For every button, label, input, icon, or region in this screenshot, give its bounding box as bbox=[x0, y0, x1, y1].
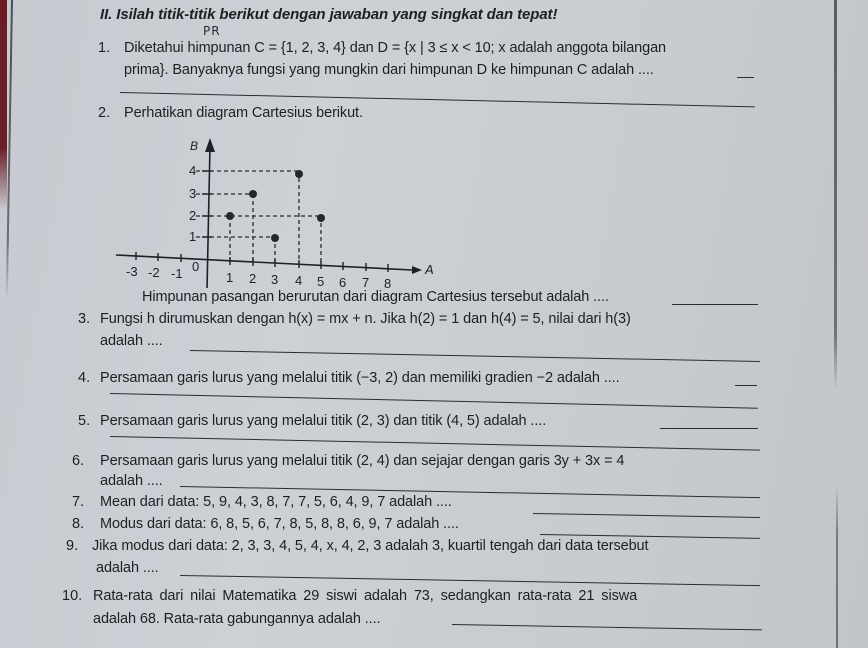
x-axis-label: A bbox=[425, 262, 434, 277]
page-fold-line bbox=[834, 0, 837, 390]
question-number: 3. bbox=[78, 311, 91, 327]
question-number: 1. bbox=[98, 40, 111, 56]
question-6-line-2: adalah .... bbox=[100, 473, 163, 489]
answer-line-9[interactable] bbox=[180, 575, 760, 586]
y-axis-arrow-icon bbox=[205, 138, 215, 152]
question-number: 10. bbox=[62, 588, 83, 604]
data-point bbox=[249, 190, 257, 198]
question-6-line-1: Persamaan garis lurus yang melalui titik (2, 4) dan sejajar dengan garis 3y + 3x = 4 bbox=[100, 453, 625, 469]
question-4-line-1: Persamaan garis lurus yang melalui titik (−3, 2) dan memiliki gradien −2 adalah .... bbox=[100, 370, 620, 386]
question-2-line-2: Himpunan pasangan berurutan dari diagram Cartesius tersebut adalah .... bbox=[142, 289, 609, 305]
answer-line-5[interactable] bbox=[110, 436, 760, 451]
x-tick-label: 7 bbox=[362, 275, 370, 288]
question-5-line-1: Persamaan garis lurus yang melalui titik (2, 3) dan titik (4, 5) adalah .... bbox=[100, 413, 547, 429]
section-heading: II. Isilah titik-titik berikut dengan jawaban yang singkat dan tepat! bbox=[100, 6, 558, 23]
x-tick-label: 8 bbox=[384, 276, 392, 288]
cartesian-diagram bbox=[112, 128, 442, 288]
question-9-line-2: adalah .... bbox=[96, 560, 159, 576]
x-tick-label: 5 bbox=[317, 274, 325, 288]
x-tick-label: 1 bbox=[226, 270, 234, 285]
question-number: 7. bbox=[72, 494, 85, 510]
x-tick-label: -2 bbox=[148, 265, 160, 280]
question-7-line-1: Mean dari data: 5, 9, 4, 3, 8, 7, 7, 5, 6, 4, 9, 7 adalah .... bbox=[100, 494, 452, 510]
data-point bbox=[295, 170, 303, 178]
y-tick-label: 2 bbox=[189, 208, 197, 223]
answer-line-10[interactable] bbox=[452, 624, 762, 630]
data-point bbox=[226, 212, 234, 220]
data-point bbox=[317, 214, 325, 222]
question-number: 4. bbox=[78, 370, 91, 386]
x-tick-label: 6 bbox=[339, 275, 347, 288]
answer-line-4[interactable] bbox=[110, 393, 758, 409]
x-tick-label: 4 bbox=[295, 273, 303, 288]
question-2-line-1: Perhatikan diagram Cartesius berikut. bbox=[124, 105, 363, 121]
answer-blank-2[interactable] bbox=[672, 304, 758, 305]
question-number: 9. bbox=[66, 538, 79, 554]
question-number: 2. bbox=[98, 105, 111, 121]
question-number: 5. bbox=[78, 413, 91, 429]
question-3-line-2: adalah .... bbox=[100, 333, 163, 349]
question-10-line-2: adalah 68. Rata-rata gabungannya adalah .... bbox=[93, 611, 381, 627]
question-9-line-1: Jika modus dari data: 2, 3, 3, 4, 5, 4, x, 4, 2, 3 adalah 3, kuartil tengah dari data tersebut bbox=[92, 538, 649, 554]
answer-blank-4[interactable] bbox=[735, 385, 757, 386]
question-1-line-2: prima}. Banyaknya fungsi yang mungkin dari himpunan D ke himpunan C adalah .... bbox=[124, 62, 654, 78]
y-tick-label: 1 bbox=[189, 229, 197, 244]
x-axis-arrow-icon bbox=[412, 266, 422, 274]
y-tick-label: 4 bbox=[189, 163, 197, 178]
answer-line-3[interactable] bbox=[190, 350, 760, 362]
origin-label: 0 bbox=[192, 259, 200, 274]
x-tick-label: -3 bbox=[126, 264, 138, 279]
question-number: 6. bbox=[72, 453, 85, 469]
x-tick-label: 3 bbox=[271, 272, 279, 287]
question-10-line-1: Rata-rata dari nilai Matematika 29 siswi adalah 73, sedangkan rata-rata 21 siswa bbox=[93, 588, 638, 604]
red-cover-edge bbox=[0, 0, 7, 210]
answer-blank-5[interactable] bbox=[660, 428, 758, 429]
question-3-line-1: Fungsi h dirumuskan dengan h(x) = mx + n. Jika h(2) = 1 dan h(4) = 5, nilai dari h(3) bbox=[100, 311, 631, 327]
y-tick-label: 3 bbox=[189, 186, 197, 201]
handwritten-note: PR bbox=[203, 24, 221, 38]
x-tick-label: -1 bbox=[171, 266, 183, 281]
question-1-line-1: Diketahui himpunan C = {1, 2, 3, 4} dan D = {x | 3 ≤ x < 10; x adalah anggota bilangan bbox=[124, 40, 667, 56]
x-tick-label: 2 bbox=[249, 271, 257, 286]
page-fold-line-lower bbox=[836, 485, 838, 648]
y-axis-label: B bbox=[190, 139, 199, 153]
data-point bbox=[271, 234, 279, 242]
question-8-line-1: Modus dari data: 6, 8, 5, 6, 7, 8, 5, 8, 8, 6, 9, 7 adalah .... bbox=[100, 516, 459, 532]
answer-line-7[interactable] bbox=[533, 513, 760, 518]
question-number: 8. bbox=[72, 516, 85, 532]
answer-blank-1[interactable] bbox=[737, 77, 754, 78]
